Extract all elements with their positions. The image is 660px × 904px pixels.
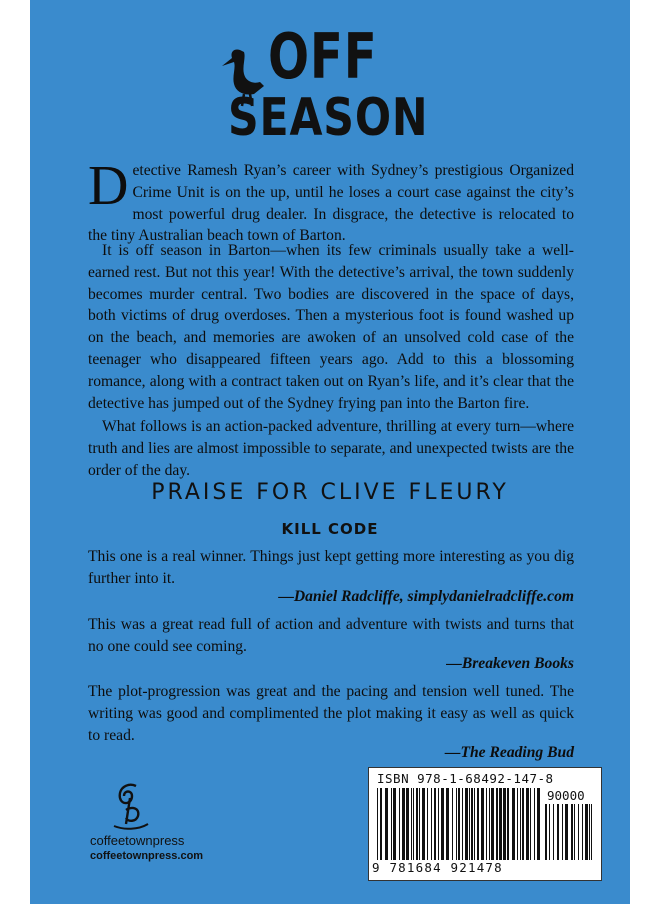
barcode-bar <box>481 788 484 860</box>
barcode-bar <box>491 788 494 860</box>
barcode-bar <box>413 788 414 860</box>
barcode-bar <box>526 788 529 860</box>
barcode-bar <box>456 788 457 860</box>
blurb-paragraph-2 <box>88 240 574 414</box>
barcode-bar <box>458 788 460 860</box>
review-quote: The plot-progression was great and the pacing and tension well tuned. The writing was good and complimented the plot making it easy as well as quick to read. <box>88 683 574 744</box>
barcode-bar <box>522 788 524 860</box>
isbn-barcode <box>368 767 602 881</box>
barcode-bar <box>530 788 531 860</box>
barcode-bar <box>578 804 579 860</box>
title-logo <box>220 20 440 150</box>
praise-subheading: KILL CODE <box>281 520 379 538</box>
barcode-bar <box>496 788 498 860</box>
barcode-bar <box>393 788 396 860</box>
barcode-bar <box>446 788 449 860</box>
publisher-name: coffeetownpress <box>90 833 185 848</box>
barcode-bar <box>452 788 453 860</box>
blurb-paragraph-1 <box>88 155 574 247</box>
title-season: SEASON <box>228 88 429 148</box>
barcode-bar <box>534 788 535 860</box>
barcode-bar <box>562 804 563 860</box>
barcode-bar <box>380 788 382 860</box>
barcode-bar <box>486 788 487 860</box>
blurb-paragraph-2-text: It is off season in Barton—when its few criminals usually take a well-earned rest. But not this year! With the detective’s arrival, the town suddenly becomes murder central. Two bodies are discovered in the space of days, both victims of drug overdoses. Then a mysterious foot is found washed up on the beach, and memories are awoken of an unsolved cold case of the teenager who disappeared fifteen years ago. Add to this a blossoming romance, along with a contract taken out on Ryan’s life, and it’s clear that the detective has jumped out of the Sydney frying pan into the Barton fire. <box>88 242 574 412</box>
barcode-bar <box>571 804 573 860</box>
barcode-bar <box>474 788 475 860</box>
review-quote: This was a great read full of action and adventure with twists and turns that no one could see coming. <box>88 616 574 655</box>
addon-barcode-bars <box>545 804 595 860</box>
back-cover <box>30 0 630 904</box>
barcode-bar <box>503 788 506 860</box>
barcode-bar <box>545 804 547 860</box>
blurb-paragraph-1-text: etective Ramesh Ryan’s career with Sydney’s prestigious Organized Crime Unit is on the up, until he loses a court case against the city’s most powerful drug dealer. In disgrace, the detective is relocated to the tiny Australian beach town of Barton. <box>88 162 574 245</box>
blurb-paragraph-3 <box>88 416 574 481</box>
barcode-bar <box>419 788 420 860</box>
barcode-bar <box>512 788 515 860</box>
isbn-text: ISBN 978-1-68492-147-8 <box>377 771 554 786</box>
barcode-bar <box>499 788 502 860</box>
barcode-bar <box>469 788 470 860</box>
barcode-bar <box>441 788 444 860</box>
barcode-bar <box>520 788 521 860</box>
barcode-bar <box>574 804 575 860</box>
price-code: 90000 <box>547 788 585 803</box>
barcode-bar <box>385 788 388 860</box>
barcode-bar <box>462 788 463 860</box>
barcode-bar <box>431 788 432 860</box>
barcode-bar <box>438 788 439 860</box>
barcode-bar <box>411 788 412 860</box>
review-quote: This one is a real winner. Things just kept getting more interesting as you dig further into it. <box>88 548 574 587</box>
review-attribution: —The Reading Bud <box>444 744 574 761</box>
review-attribution: —Daniel Radcliffe, simplydanielradcliffe.com <box>278 588 574 605</box>
barcode-bar <box>399 788 400 860</box>
barcode-bar <box>517 788 518 860</box>
coffee-cup-logo-icon <box>108 780 152 830</box>
barcode-bar <box>377 788 378 860</box>
barcode-bar <box>416 788 418 860</box>
publisher-url: coffeetownpress.com <box>90 850 204 862</box>
barcode-bar <box>507 788 509 860</box>
barcode-bar <box>427 788 428 860</box>
barcode-bar <box>553 804 554 860</box>
barcode-bar <box>406 788 409 860</box>
barcode-bar <box>391 788 392 860</box>
title-off: OFF <box>268 20 378 93</box>
review-attribution: —Breakeven Books <box>446 655 574 672</box>
barcode-bar <box>477 788 479 860</box>
ean-barcode-bars <box>377 788 541 860</box>
barcode-bar <box>465 788 468 860</box>
barcode-bar <box>471 788 473 860</box>
barcode-bar <box>434 788 436 860</box>
drop-cap: D <box>88 155 129 217</box>
barcode-bar <box>565 804 568 860</box>
blurb-paragraph-3-text: What follows is an action-packed adventure, thrilling at every turn—where truth and lies are almost impossible to separate, and unexpected twists are the order of the day. <box>88 418 574 479</box>
publisher-logo <box>90 780 220 870</box>
barcode-bar <box>591 804 592 860</box>
ean-digits: 9 781684 921478 <box>372 860 503 875</box>
barcode-bar <box>422 788 425 860</box>
barcode-bar <box>549 804 550 860</box>
barcode-bar <box>589 804 590 860</box>
praise-heading: PRAISE FOR CLIVE FLEURY <box>151 480 509 505</box>
barcode-bar <box>585 804 588 860</box>
barcode-bar <box>557 804 559 860</box>
barcode-bar <box>489 788 490 860</box>
barcode-bar <box>537 788 540 860</box>
barcode-bar <box>402 788 405 860</box>
barcode-bar <box>582 804 583 860</box>
